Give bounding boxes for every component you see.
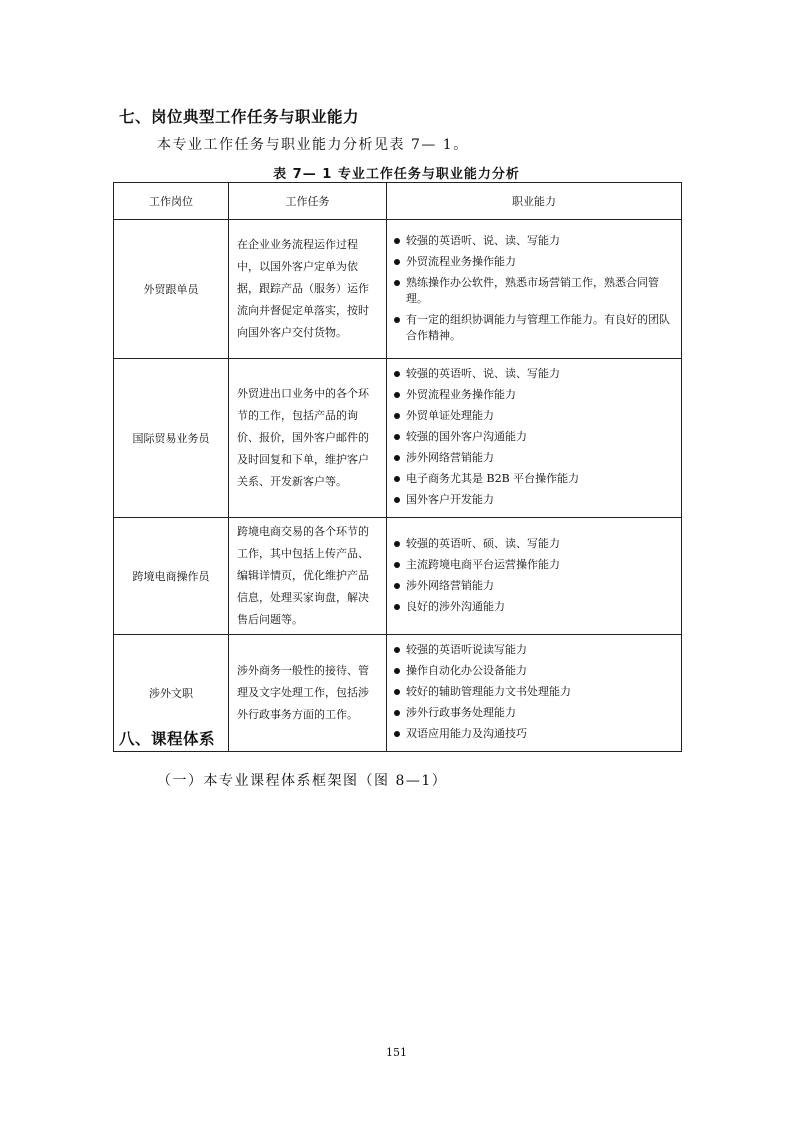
header-position: 工作岗位 — [114, 183, 229, 220]
ability-cell — [387, 518, 682, 635]
ability-item: 较强的国外客户沟通能力 — [393, 429, 675, 445]
ability-item: 熟练操作办公软件，熟悉市场营销工作，熟悉合同管理。 — [393, 275, 675, 307]
task-cell: 涉外商务一般性的接待、管理及文字处理工作，包括涉外行政事务方面的工作。 — [229, 635, 387, 752]
position-cell: 涉外文职 — [114, 635, 229, 752]
task-cell: 跨境电商交易的各个环节的工作，其中包括上传产品、编辑详情页，优化维护产品信息，处理买家询盘，解决售后问题等。 — [229, 518, 387, 635]
subsection-title: （一）本专业课程体系框架图（图 8—1） — [157, 773, 448, 789]
table-row — [114, 359, 682, 518]
position-cell: 跨境电商操作员 — [114, 518, 229, 635]
position-cell: 国际贸易业务员 — [114, 359, 229, 518]
ability-cell — [387, 220, 682, 359]
table-row — [114, 518, 682, 635]
ability-cell — [387, 635, 682, 752]
ability-item: 涉外网络营销能力 — [393, 578, 675, 594]
ability-item: 操作自动化办公设备能力 — [393, 663, 675, 679]
ability-item: 较强的英语听、说、读、写能力 — [393, 233, 675, 249]
ability-item: 主流跨境电商平台运营操作能力 — [393, 557, 675, 573]
ability-list — [393, 366, 675, 508]
competency-table — [113, 182, 682, 752]
ability-list — [393, 642, 675, 742]
intro-text: 本专业工作任务与职业能力分析见表 7— 1。 — [157, 137, 469, 153]
section-7-title: 七、岗位典型工作任务与职业能力 — [119, 108, 360, 126]
ability-item: 较好的辅助管理能力文书处理能力 — [393, 684, 675, 700]
ability-item: 涉外网络营销能力 — [393, 450, 675, 466]
ability-item: 涉外行政事务处理能力 — [393, 705, 675, 721]
table-caption: 表 7— 1 专业工作任务与职业能力分析 — [273, 167, 520, 182]
ability-item: 国外客户开发能力 — [393, 492, 675, 508]
ability-item: 良好的涉外沟通能力 — [393, 599, 675, 615]
header-ability: 职业能力 — [387, 183, 682, 220]
ability-item: 外贸流程业务操作能力 — [393, 387, 675, 403]
ability-cell — [387, 359, 682, 518]
table-row — [114, 220, 682, 359]
ability-item: 外贸流程业务操作能力 — [393, 254, 675, 270]
ability-list — [393, 536, 675, 615]
ability-list — [393, 233, 675, 344]
ability-item: 有一定的组织协调能力与管理工作能力。有良好的团队合作精神。 — [393, 312, 675, 344]
table-header-row — [114, 183, 682, 220]
ability-item: 外贸单证处理能力 — [393, 408, 675, 424]
ability-item: 电子商务尤其是 B2B 平台操作能力 — [393, 471, 675, 487]
ability-item: 双语应用能力及沟通技巧 — [393, 726, 675, 742]
header-task: 工作任务 — [229, 183, 387, 220]
position-cell: 外贸跟单员 — [114, 220, 229, 359]
page-number: 151 — [386, 1046, 407, 1059]
ability-item: 较强的英语听说读写能力 — [393, 642, 675, 658]
task-cell: 在企业业务流程运作过程中，以国外客户定单为依据，跟踪产品（服务）运作流向并督促定单落实，按时向国外客户交付货物。 — [229, 220, 387, 359]
task-cell: 外贸进出口业务中的各个环节的工作，包括产品的询价、报价，国外客户邮件的及时回复和下单，维护客户关系、开发新客户等。 — [229, 359, 387, 518]
section-8-title: 八、课程体系 — [119, 730, 216, 748]
ability-item: 较强的英语听、硕、读、写能力 — [393, 536, 675, 552]
ability-item: 较强的英语听、说、读、写能力 — [393, 366, 675, 382]
